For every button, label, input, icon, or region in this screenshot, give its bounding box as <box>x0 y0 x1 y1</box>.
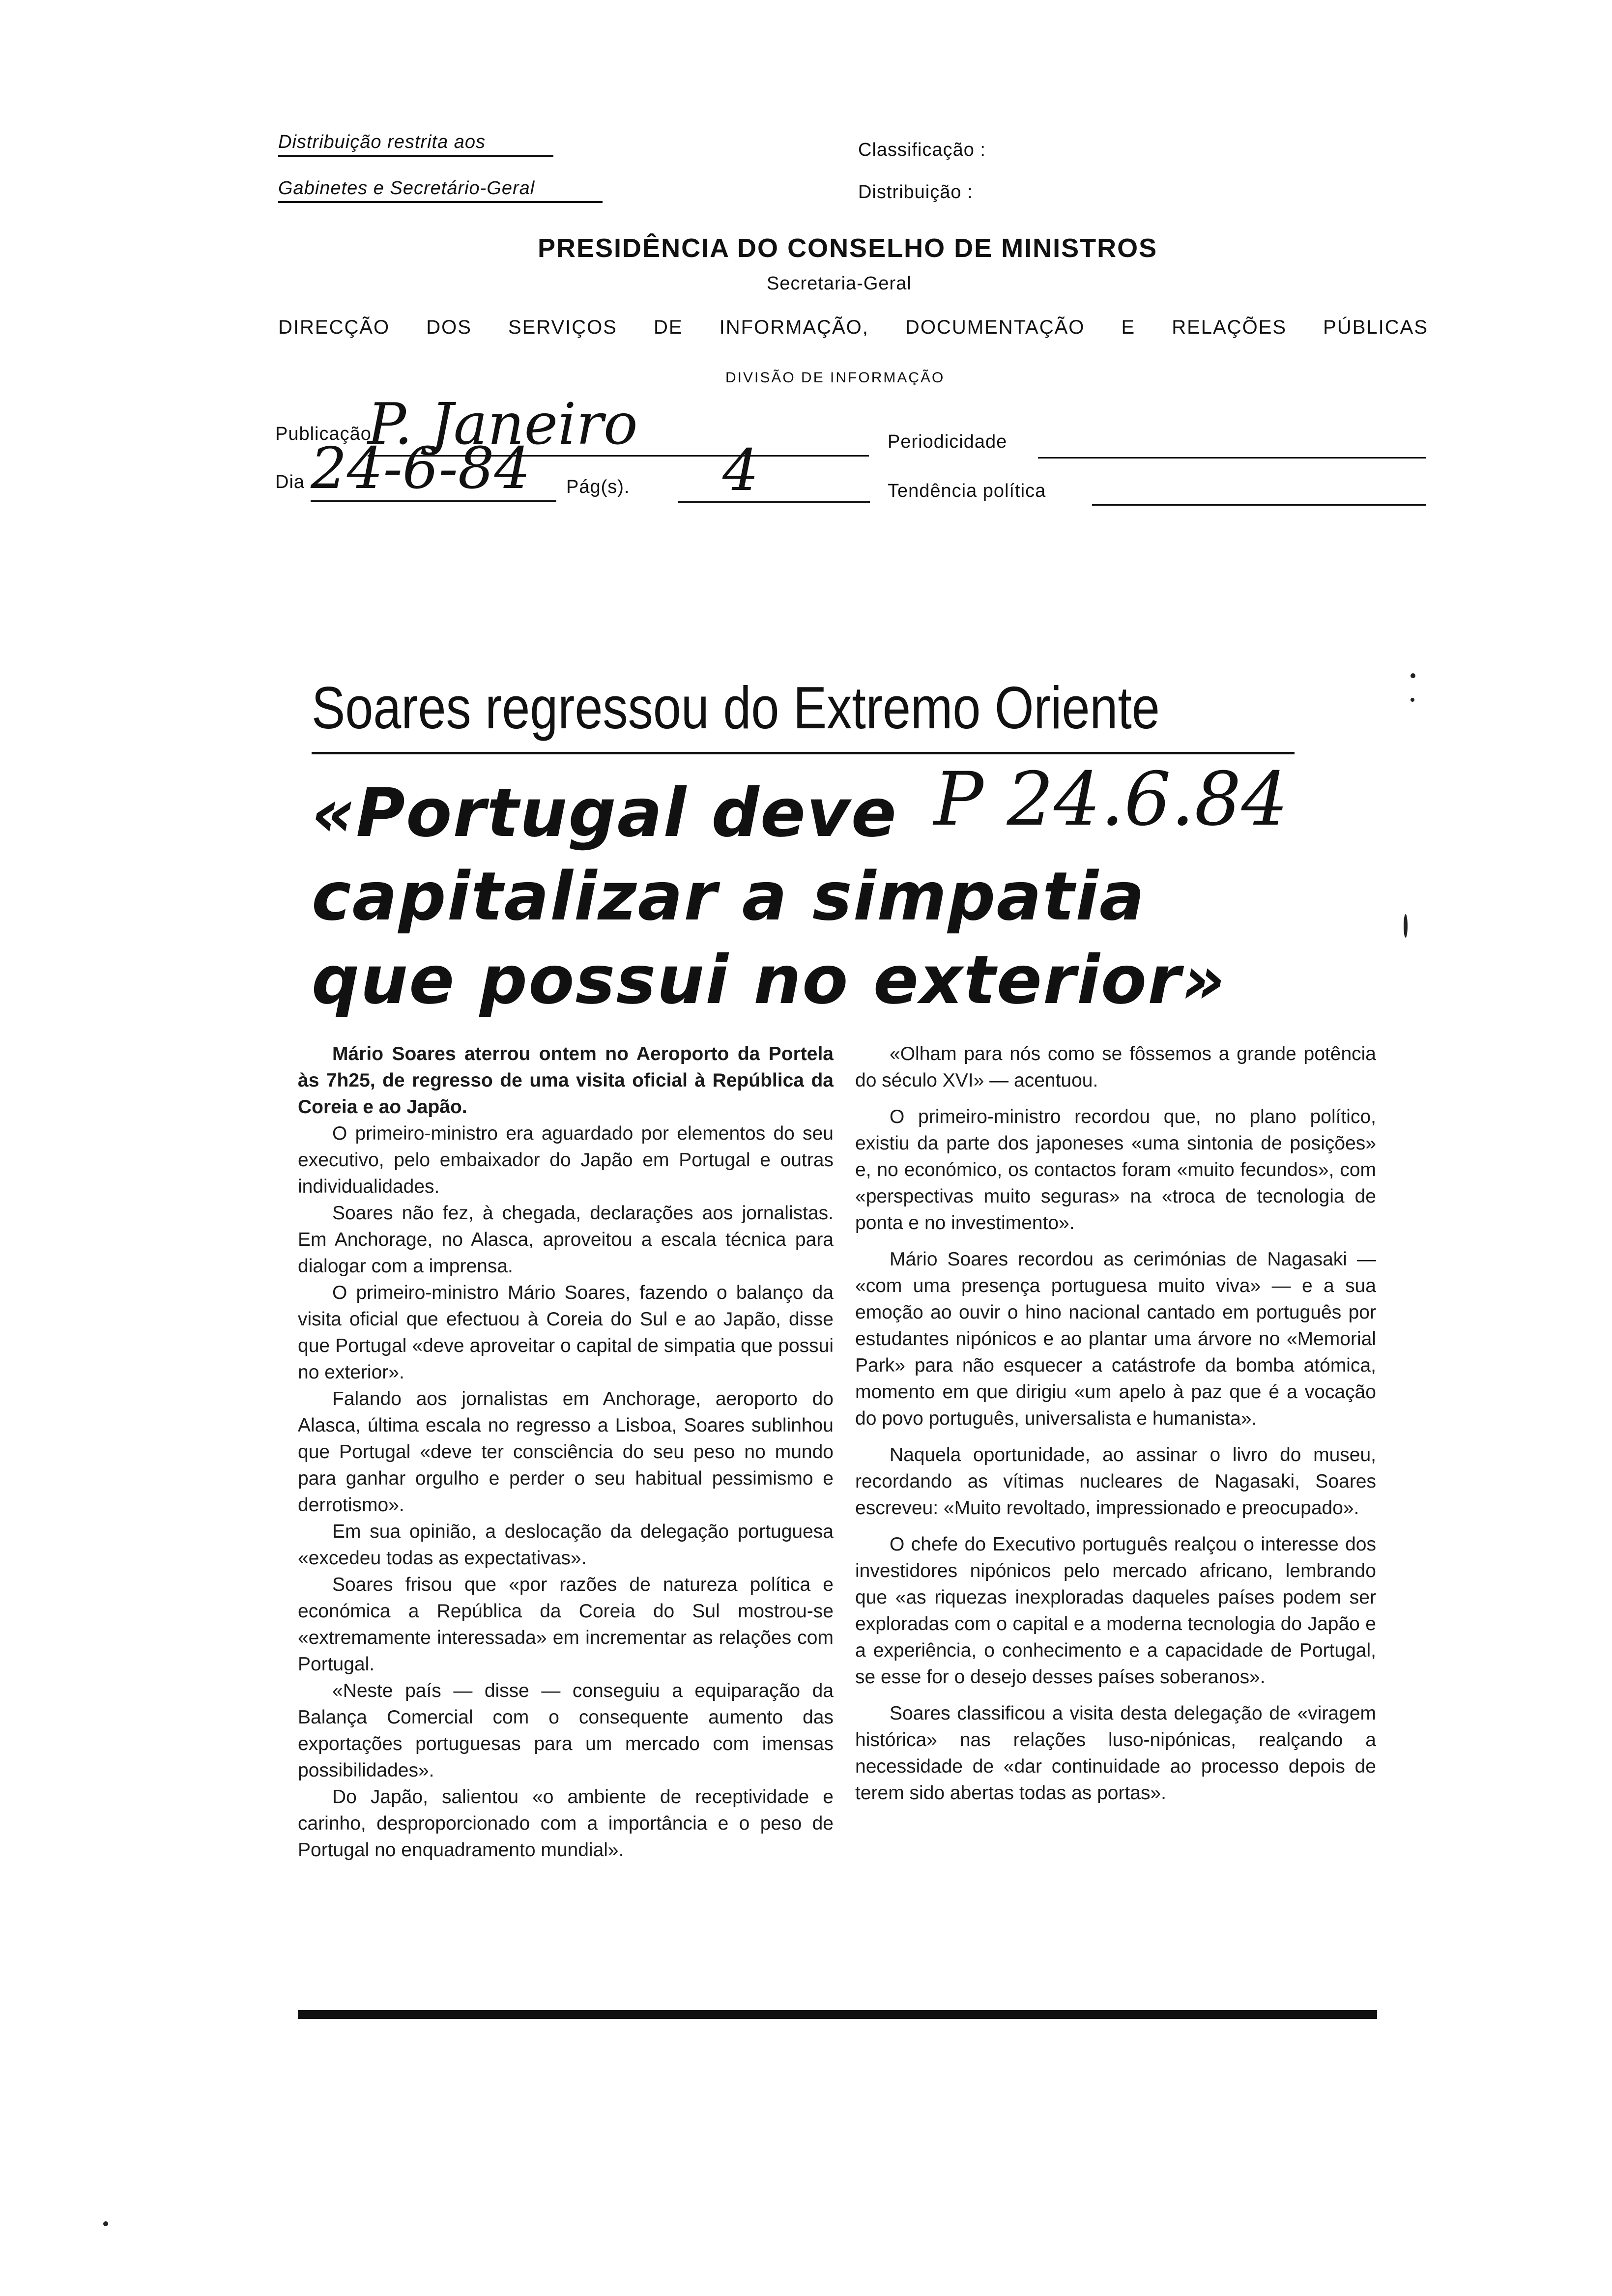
scan-speck <box>1410 673 1415 678</box>
pages-handwritten: 4 <box>722 437 759 504</box>
distribution-line-1: Distribuição restrita aos <box>278 132 553 157</box>
paragraph: Em sua opinião, a deslocação da delegação portuguesa «excedeu todas as expectativas». <box>298 1521 834 1569</box>
paragraph: O chefe do Executivo português realçou o interesse dos investidores nipónicos pelo mercado africano, lembrando que «as riquezas inexploradas daqueles países podem ser exploradas com o capital e a moderna tecnologia do Japão e a experiência, o conhecimento e a capacidade de Portugal, se esse for o desejo desses países soberanos». <box>855 1534 1376 1688</box>
paragraph: Soares não fez, à chegada, declarações aos jornalistas. Em Anchorage, no Alasca, aproveitou a escala técnica para dialogar com a imprensa. <box>298 1203 834 1277</box>
scan-speck <box>1404 914 1408 938</box>
headline-line-3: que possui no exterior» <box>312 942 1226 1019</box>
article-column-1 <box>298 1041 834 1864</box>
pages-label: Pág(s). <box>566 477 630 497</box>
kicker-rule <box>312 752 1295 754</box>
political-rule <box>1092 504 1426 506</box>
scan-speck <box>103 2221 108 2226</box>
article-kicker: Soares regressou do Extremo Oriente <box>312 674 1160 741</box>
paragraph: Soares classificou a visita desta delegação de «viragem histórica» nas relações luso-nipónicas, realçando a necessidade de «dar continuidade ao processo depois de terem sido abertas todas as portas». <box>855 1703 1376 1804</box>
article-column-2 <box>855 1041 1376 1807</box>
paragraph: Do Japão, salientou «o ambiente de receptividade e carinho, desproporcionado com a importância e o peso de Portugal no enquadramento mundial». <box>298 1786 834 1861</box>
paragraph: O primeiro-ministro era aguardado por elementos do seu executivo, pelo embaixador do Japão em Portugal e outras individualidades. <box>298 1123 834 1197</box>
division-name: DIVISÃO DE INFORMAÇÃO <box>725 370 945 386</box>
secretariat-name: Secretaria-Geral <box>767 273 912 294</box>
day-label: Dia <box>275 472 305 492</box>
paragraph: «Olham para nós como se fôssemos a grande potência do século XVI» — acentuou. <box>855 1043 1376 1091</box>
bottom-rule <box>298 2010 1377 2019</box>
paragraph: Soares frisou que «por razões de natureza política e económica a República da Coreia do Sul mostrou-se «extremamente interessada» em incrementar as relações com Portugal. <box>298 1574 834 1675</box>
scan-speck <box>1410 698 1414 702</box>
distribution-line-2: Gabinetes e Secretário-Geral <box>278 178 603 203</box>
distribution-label: Distribuição : <box>858 182 973 202</box>
presidency-title: PRESIDÊNCIA DO CONSELHO DE MINISTROS <box>538 233 1158 263</box>
publication-handwritten: P. Janeiro <box>368 391 638 458</box>
pages-rule <box>678 501 870 503</box>
paragraph: Mário Soares aterrou ontem no Aeroporto da Portela às 7h25, de regresso de uma visita oficial à República da Coreia e ao Japão. <box>298 1043 834 1118</box>
classification-label: Classificação : <box>858 140 986 160</box>
headline-line-1: «Portugal deve <box>312 775 897 852</box>
periodicity-rule <box>1038 457 1426 459</box>
paragraph: O primeiro-ministro Mário Soares, fazendo o balanço da visita oficial que efectuou à Coreia do Sul e ao Japão, disse que Portugal «deve aproveitar o capital de simpatia que possui no exterior». <box>298 1282 834 1383</box>
directorate-name: DIRECÇÃO DOS SERVIÇOS DE INFORMAÇÃO, DOCUMENTAÇÃO E RELAÇÕES PÚBLICAS <box>278 316 1428 338</box>
paragraph: Naquela oportunidade, ao assinar o livro do museu, recordando as vítimas nucleares de Nagasaki, Soares escreveu: «Muito revoltado, impressionado e preocupado». <box>855 1444 1376 1519</box>
paragraph: Mário Soares recordou as cerimónias de Nagasaki — «com uma presença portuguesa muito viva» — e a sua emoção ao ouvir o hino nacional cantado em português por estudantes nipónicos e ao plantar uma árvore no «Memorial Park» para não esquecer a catástrofe da bomba atómica, momento em que dirigiu «um apelo à paz que é a vocação do povo português, universalista e humanista». <box>855 1249 1376 1429</box>
periodicity-label: Periodicidade <box>888 431 1008 452</box>
day-handwritten: 24-6-84 <box>311 435 531 502</box>
publication-label: Publicação <box>275 424 372 444</box>
paragraph: O primeiro-ministro recordou que, no plano político, existiu da parte dos japoneses «uma sintonia de posições» e, no económico, os contactos foram «muito fecundos», com «perspectivas muito seguras» na «troca de tecnologia de ponta e no investimento». <box>855 1106 1376 1234</box>
headline-line-2: capitalizar a simpatia <box>312 858 1146 936</box>
political-label: Tendência política <box>888 481 1046 501</box>
paragraph: «Neste país — disse — conseguiu a equiparação da Balança Comercial com o consequente aumento das exportações portuguesas para um mercado com imensas possibilidades». <box>298 1680 834 1781</box>
paragraph: Falando aos jornalistas em Anchorage, aeroporto do Alasca, última escala no regresso a Lisboa, Soares sublinhou que Portugal «deve ter consciência do seu peso no mundo para ganhar orgulho e perder o seu habitual pessimismo e derrotismo». <box>298 1388 834 1516</box>
handwritten-date: P 24.6.84 <box>934 757 1289 842</box>
day-rule <box>311 500 556 502</box>
